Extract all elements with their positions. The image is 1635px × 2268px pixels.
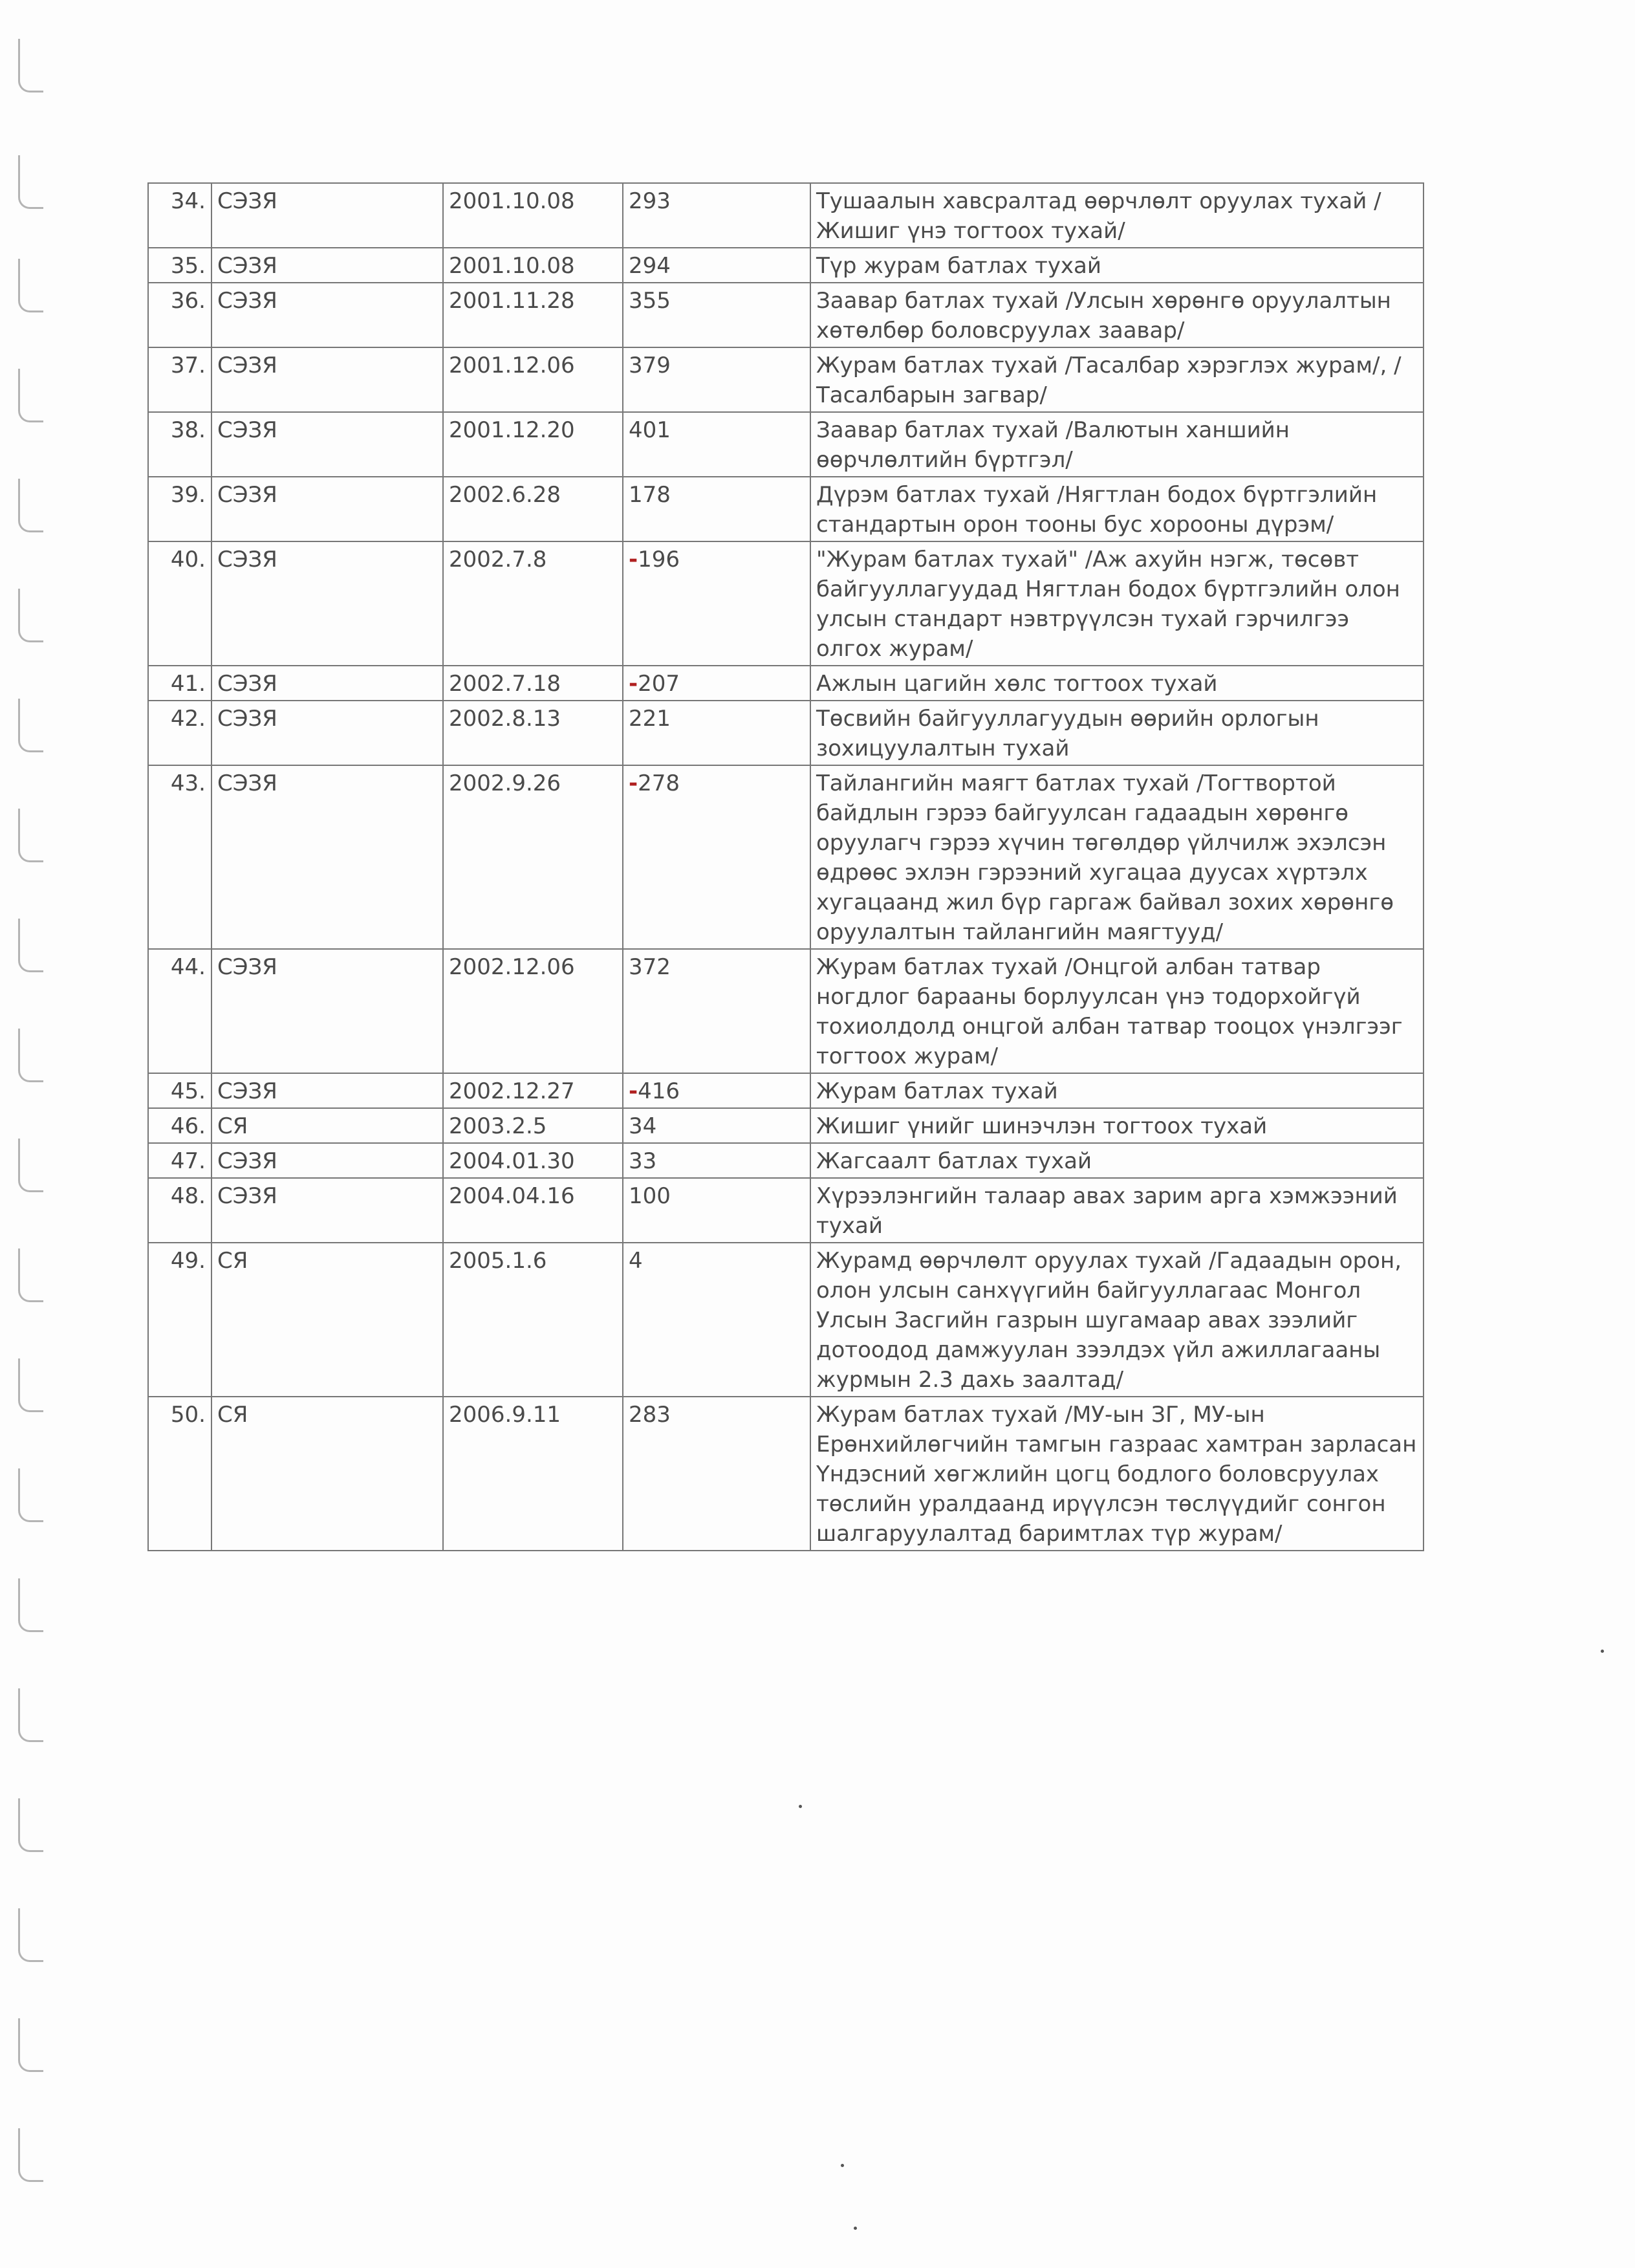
red-pen-mark: - [629,547,638,572]
table-row [148,347,1424,412]
order-number-text: 416 [638,1078,680,1104]
row-number-text: 49. [170,1248,206,1274]
issuing-body-text: СЭЗЯ [217,482,277,508]
row-number-text: 48. [170,1183,206,1209]
row-number [148,1108,211,1143]
order-number [623,949,810,1073]
issuing-body-text: СЯ [217,1248,248,1274]
table-row [148,477,1424,541]
document-table-wrap [147,182,1424,1551]
order-title [810,765,1424,949]
order-date-text: 2005.1.6 [449,1248,547,1274]
red-pen-mark: - [629,770,638,796]
order-number-text: 293 [629,188,671,214]
order-date-text: 2003.2.5 [449,1113,547,1139]
scan-speck [854,2227,857,2230]
order-date [443,1108,623,1143]
order-date [443,765,623,949]
order-date-text: 2006.9.11 [449,1402,561,1428]
row-number [148,183,211,248]
order-title [810,666,1424,701]
issuing-body-text: СЭЗЯ [217,954,277,980]
order-title-text: Журам батлах тухай /Тасалбар хэрэглэх журам/, /Тасалбарын загвар/ [816,353,1402,408]
issuing-body-text: СЭЗЯ [217,547,277,572]
issuing-body [211,701,443,765]
row-number-text: 38. [170,417,206,443]
order-title-text: Төсвийн байгууллагуудын өөрийн орлогын зохицуулалтын тухай [816,706,1319,761]
order-number [623,765,810,949]
order-title-text: Дүрэм батлах тухай /Нягтлан бодох бүртгэлийн стандартын орон тооны бус хорооны дүрэм/ [816,482,1378,538]
row-number [148,1073,211,1108]
table-row [148,765,1424,949]
issuing-body [211,666,443,701]
row-number-text: 50. [170,1402,206,1428]
order-title [810,412,1424,477]
order-date-text: 2002.12.06 [449,954,575,980]
issuing-body [211,1397,443,1551]
order-title [810,541,1424,666]
row-number-text: 45. [170,1078,206,1104]
table-row [148,283,1424,347]
row-number-text: 46. [170,1113,206,1139]
table-row [148,1397,1424,1551]
row-number [148,949,211,1073]
row-number-text: 37. [170,353,206,378]
order-number-text: 34 [629,1113,657,1139]
issuing-body-text: СЭЗЯ [217,1078,277,1104]
order-number [623,701,810,765]
issuing-body-text: СЭЗЯ [217,1148,277,1174]
order-number [623,1073,810,1108]
order-title-text: "Журам батлах тухай" /Аж ахуйн нэгж, төсөвт байгууллагуудад Нягтлан бодох бүртгэлийн олон улсын стандарт нэвтрүүлсэн тухай гэрчилгээ олгох журам/ [816,547,1400,662]
table-body [148,183,1424,1551]
order-number-text: 401 [629,417,671,443]
order-number [623,412,810,477]
issuing-body [211,1243,443,1397]
row-number [148,1178,211,1243]
order-title-text: Ажлын цагийн хөлс тогтоох тухай [816,671,1218,697]
order-date-text: 2002.7.18 [449,671,561,697]
issuing-body-text: СЭЗЯ [217,288,277,314]
order-date [443,248,623,283]
order-number-text: 283 [629,1402,671,1428]
issuing-body-text: СЭЗЯ [217,253,277,279]
issuing-body [211,477,443,541]
issuing-body [211,949,443,1073]
row-number [148,1397,211,1551]
order-title-text: Журамд өөрчлөлт оруулах тухай /Гадаадын орон, олон улсын санхүүгийн байгууллагаас Монгол Улсын Засгийн газрын шугамаар авах зээлийг дотоодод дамжуулан зээлдэх үйл ажиллагааны журмын 2.3 дахь заалтад/ [816,1248,1402,1393]
order-number [623,1108,810,1143]
order-date [443,949,623,1073]
order-number-text: 100 [629,1183,671,1209]
order-date [443,183,623,248]
issuing-body [211,283,443,347]
document-table [147,182,1424,1551]
order-date [443,477,623,541]
table-row [148,412,1424,477]
issuing-body [211,1073,443,1108]
order-number-text: 221 [629,706,671,732]
order-number [623,283,810,347]
row-number [148,477,211,541]
row-number [148,765,211,949]
order-title [810,1178,1424,1243]
order-title [810,1143,1424,1178]
row-number [148,666,211,701]
order-title [810,248,1424,283]
order-date-text: 2001.10.08 [449,253,575,279]
order-title [810,701,1424,765]
order-number [623,347,810,412]
order-number-text: 278 [638,770,680,796]
order-date-text: 2002.9.26 [449,770,561,796]
order-title [810,283,1424,347]
issuing-body-text: СЭЗЯ [217,353,277,378]
row-number [148,412,211,477]
order-number-text: 379 [629,353,671,378]
row-number-text: 42. [170,706,206,732]
row-number-text: 40. [170,547,206,572]
issuing-body-text: СЭЗЯ [217,417,277,443]
order-title-text: Заавар батлах тухай /Валютын ханшийн өөрчлөлтийн бүртгэл/ [816,417,1290,473]
issuing-body-text: СЯ [217,1402,248,1428]
order-number [623,666,810,701]
order-title-text: Журам батлах тухай [816,1078,1058,1104]
row-number-text: 43. [170,770,206,796]
binder-holes [12,39,50,2238]
row-number-text: 36. [170,288,206,314]
table-row [148,541,1424,666]
issuing-body-text: СЭЗЯ [217,1183,277,1209]
order-date [443,701,623,765]
issuing-body [211,412,443,477]
issuing-body-text: СЭЗЯ [217,188,277,214]
order-title [810,347,1424,412]
order-date-text: 2002.6.28 [449,482,561,508]
issuing-body [211,1178,443,1243]
table-row [148,1143,1424,1178]
order-date-text: 2002.7.8 [449,547,547,572]
order-date [443,283,623,347]
order-title-text: Түр журам батлах тухай [816,253,1101,279]
order-date [443,666,623,701]
row-number [148,283,211,347]
table-row [148,183,1424,248]
order-number [623,183,810,248]
issuing-body [211,347,443,412]
order-date [443,1073,623,1108]
order-title-text: Хүрээлэнгийн талаар авах зарим арга хэмжээний тухай [816,1183,1398,1239]
order-date-text: 2001.11.28 [449,288,575,314]
order-number [623,1397,810,1551]
order-number-text: 355 [629,288,671,314]
row-number [148,347,211,412]
order-number [623,541,810,666]
row-number-text: 34. [170,188,206,214]
order-number [623,248,810,283]
issuing-body [211,1143,443,1178]
order-date-text: 2002.12.27 [449,1078,575,1104]
issuing-body [211,541,443,666]
order-title-text: Тайлангийн маягт батлах тухай /Тогтвортой байдлын гэрээ байгуулсан гадаадын хөрөнгө оруулагч гэрээ хүчин төгөлдөр үйлчилж эхэлсэн өдрөөс эхлэн гэрээний хугацаа дуусах хүртэлх хугацаанд жил бүр гаргаж байвал зохих хөрөнгө оруулалтын тайлангийн маягтууд/ [816,770,1394,945]
issuing-body-text: СЭЗЯ [217,706,277,732]
scan-speck [1601,1650,1604,1653]
table-row [148,1178,1424,1243]
order-number [623,1178,810,1243]
order-title [810,477,1424,541]
order-number-text: 207 [638,671,680,697]
order-number-text: 294 [629,253,671,279]
order-date-text: 2002.8.13 [449,706,561,732]
order-date [443,347,623,412]
issuing-body [211,765,443,949]
order-number-text: 33 [629,1148,657,1174]
row-number [148,1243,211,1397]
order-title [810,1108,1424,1143]
order-date-text: 2004.04.16 [449,1183,575,1209]
order-number [623,477,810,541]
order-number-text: 196 [638,547,680,572]
row-number [148,541,211,666]
order-title [810,949,1424,1073]
row-number [148,701,211,765]
order-title-text: Журам батлах тухай /Онцгой албан татвар ногдлог барааны борлуулсан үнэ тодорхойгүй тохиолдолд онцгой албан татвар тооцох үнэлгээг тогтоох журам/ [816,954,1403,1069]
red-pen-mark: - [629,671,638,697]
order-date [443,412,623,477]
table-row [148,248,1424,283]
order-date [443,541,623,666]
order-date [443,1178,623,1243]
scan-speck [841,2164,844,2167]
order-date-text: 2001.10.08 [449,188,575,214]
table-row [148,1108,1424,1143]
red-pen-mark: - [629,1078,638,1104]
order-date [443,1143,623,1178]
order-title [810,1397,1424,1551]
issuing-body-text: СЭЗЯ [217,770,277,796]
order-number-text: 372 [629,954,671,980]
row-number-text: 35. [170,253,206,279]
table-row [148,701,1424,765]
order-title-text: Журам батлах тухай /МУ-ын ЗГ, МУ-ын Ерөнхийлөгчийн тамгын газраас хамтран зарласан Үндэсний хөгжлийн цогц бодлого боловсруулах төслийн уралдаанд ирүүлсэн төслүүдийг сонгон шалгаруулалтад баримтлах түр журам/ [816,1402,1417,1547]
order-title [810,1073,1424,1108]
issuing-body-text: СЯ [217,1113,248,1139]
order-date-text: 2001.12.06 [449,353,575,378]
order-number-text: 178 [629,482,671,508]
row-number [148,1143,211,1178]
table-row [148,1073,1424,1108]
row-number [148,248,211,283]
order-date [443,1243,623,1397]
order-title [810,183,1424,248]
order-number-text: 4 [629,1248,643,1274]
order-title-text: Жагсаалт батлах тухай [816,1148,1092,1174]
table-row [148,949,1424,1073]
row-number-text: 44. [170,954,206,980]
order-date-text: 2004.01.30 [449,1148,575,1174]
row-number-text: 39. [170,482,206,508]
order-date-text: 2001.12.20 [449,417,575,443]
order-date [443,1397,623,1551]
order-number [623,1143,810,1178]
row-number-text: 47. [170,1148,206,1174]
issuing-body [211,248,443,283]
issuing-body [211,183,443,248]
table-row [148,1243,1424,1397]
order-title [810,1243,1424,1397]
table-row [148,666,1424,701]
order-title-text: Тушаалын хавсралтад өөрчлөлт оруулах тухай /Жишиг үнэ тогтоох тухай/ [816,188,1381,244]
order-title-text: Жишиг үнийг шинэчлэн тогтоох тухай [816,1113,1268,1139]
order-number [623,1243,810,1397]
order-title-text: Заавар батлах тухай /Улсын хөрөнгө оруулалтын хөтөлбөр боловсруулах заавар/ [816,288,1391,343]
issuing-body-text: СЭЗЯ [217,671,277,697]
issuing-body [211,1108,443,1143]
row-number-text: 41. [170,671,206,697]
scan-speck [799,1805,802,1808]
